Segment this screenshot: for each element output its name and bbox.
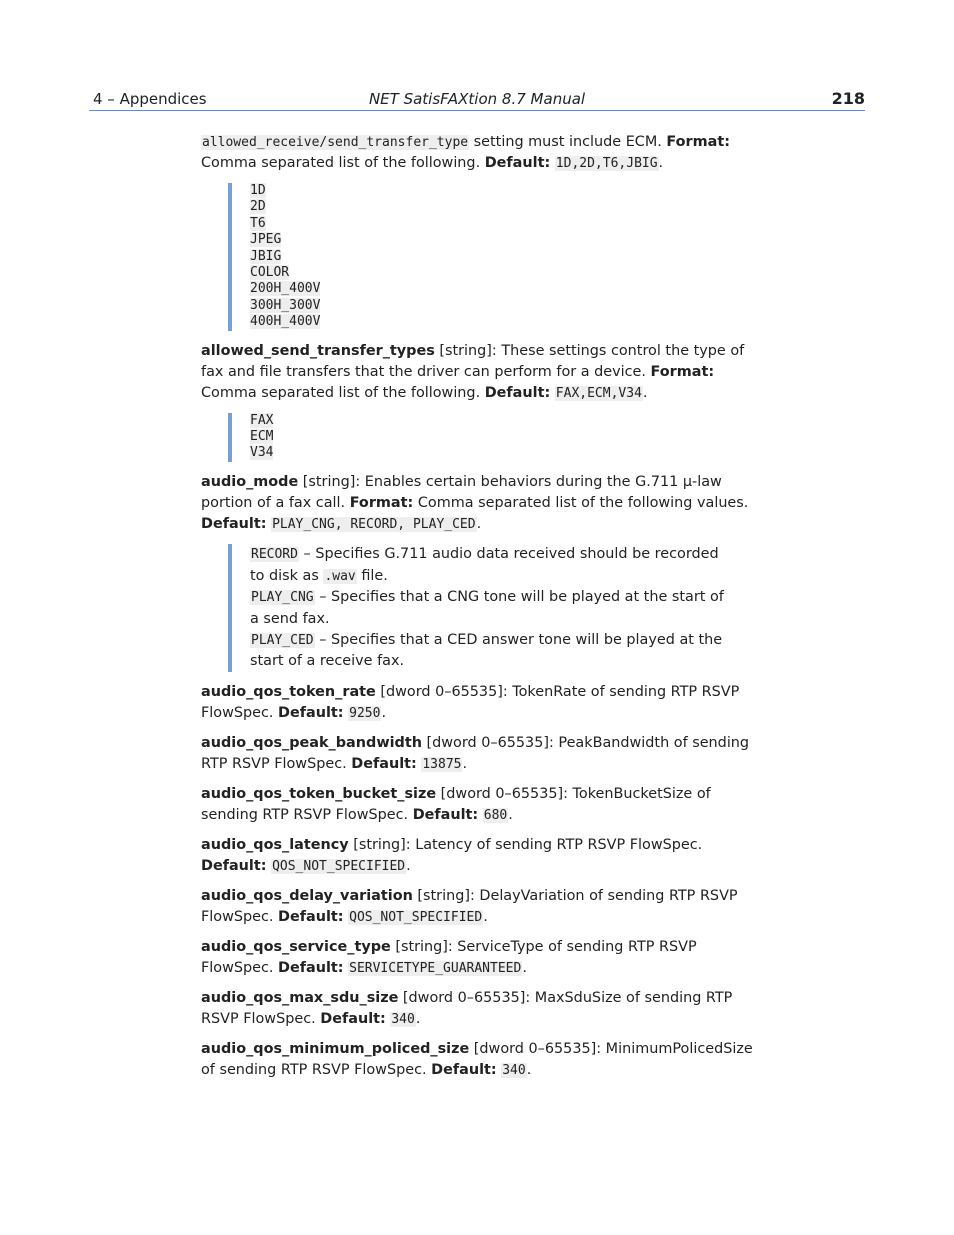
setting-name: audio_qos_latency (201, 837, 349, 854)
setting-name: audio_mode (201, 473, 299, 490)
default-value: 9250 (349, 706, 381, 722)
code-line: FAX (250, 412, 274, 428)
setting-allowed-send-transfer-types: allowed_send_transfer_types [string]: These settings control the type of fax and file transfers that the driver can perform for a device. Format: Comma separated list of the following. Default: FAX,ECM,V34. (201, 342, 745, 401)
setting-name: audio_qos_max_sdu_size (201, 990, 399, 1007)
setting-audio-qos-minimum-policed-size: audio_qos_minimum_policed_size [dword 0–65535]: MinimumPolicedSize of sending RTP RSVP FlowSpec. Default: 340. (201, 1041, 753, 1079)
default-value: 680 (483, 808, 508, 824)
code-line: 400H_400V (250, 314, 321, 330)
code-line: JPEG (250, 232, 282, 248)
setting-audio-mode: audio_mode [string]: Enables certain behaviors during the G.711 μ-law portion of a fax call. Format: Comma separated list of the following values. Default: PLAY_CNG, RECORD, PLAY_CED. (201, 473, 749, 532)
header-section: 4 – Appendices (93, 90, 207, 108)
code-line: COLOR (250, 265, 290, 281)
code-line: V34 (250, 445, 274, 461)
audio-mode-item: RECORD – Specifies G.711 audio data received should be recorded to disk as .wav file. (250, 545, 719, 584)
setting-audio-qos-service-type: audio_qos_service_type [string]: ServiceType of sending RTP RSVP FlowSpec. Default: SERVICETYPE_GUARANTEED. (201, 939, 697, 977)
transfer-types-code-block (228, 183, 757, 331)
default-value: 340 (391, 1012, 415, 1028)
page-content (201, 132, 757, 1090)
code-line: 200H_400V (250, 281, 321, 297)
setting-name: audio_qos_service_type (201, 939, 391, 956)
code-line: 1D (250, 183, 266, 198)
setting-audio-qos-latency: audio_qos_latency [string]: Latency of sending RTP RSVP FlowSpec. Default: QOS_NOT_SPECIFIED. (201, 837, 703, 875)
code-line: T6 (250, 215, 266, 231)
default-value: QOS_NOT_SPECIFIED (349, 910, 483, 926)
setting-name: audio_qos_token_bucket_size (201, 786, 437, 803)
default-value: FAX,ECM,V34 (555, 385, 642, 401)
default-value: 340 (502, 1063, 526, 1079)
header-title: NET SatisFAXtion 8.7 Manual (368, 90, 586, 108)
default-value: SERVICETYPE_GUARANTEED (349, 961, 522, 977)
code-line: 300H_300V (250, 297, 321, 313)
setting-audio-qos-token-bucket-size: audio_qos_token_bucket_size [dword 0–65535]: TokenBucketSize of sending RTP RSVP FlowSpec. Default: 680. (201, 786, 711, 824)
code-line: 2D (250, 199, 266, 215)
setting-audio-qos-delay-variation: audio_qos_delay_variation [string]: DelayVariation of sending RTP RSVP FlowSpec. Default: QOS_NOT_SPECIFIED. (201, 888, 738, 926)
default-value: 1D,2D,T6,JBIG (555, 156, 658, 171)
option-code: PLAY_CED (251, 632, 314, 648)
inline-code: .wav (324, 568, 356, 584)
audio-mode-values-block (228, 544, 757, 672)
send-types-code-block (228, 413, 757, 462)
setting-name: audio_qos_token_rate (201, 684, 376, 701)
setting-name: audio_qos_delay_variation (201, 888, 413, 905)
default-value: QOS_NOT_SPECIFIED (272, 859, 406, 875)
option-code: RECORD (251, 546, 298, 562)
inline-code: allowed_receive/send_transfer_type (202, 135, 469, 150)
code-line: ECM (250, 429, 274, 445)
setting-audio-qos-token-rate: audio_qos_token_rate [dword 0–65535]: TokenRate of sending RTP RSVP FlowSpec. Default: 9250. (201, 684, 740, 722)
setting-name: allowed_send_transfer_types (201, 342, 435, 359)
option-code: PLAY_CNG (251, 590, 314, 606)
setting-name: audio_qos_minimum_policed_size (201, 1041, 470, 1058)
intro-paragraph: allowed_receive/send_transfer_type setting must include ECM. Format: Comma separated list of the following. Default: 1D,2D,T6,JBIG. (201, 134, 730, 171)
audio-mode-item: PLAY_CNG – Specifies that a CNG tone will be played at the start of a send fax. (250, 589, 724, 627)
setting-audio-qos-max-sdu-size: audio_qos_max_sdu_size [dword 0–65535]: MaxSduSize of sending RTP RSVP FlowSpec. Default: 340. (201, 990, 733, 1028)
page-number: 218 (831, 89, 865, 108)
default-value: PLAY_CNG, RECORD, PLAY_CED (272, 516, 476, 532)
page-header (89, 88, 865, 111)
settings-list (201, 682, 757, 1081)
setting-audio-qos-peak-bandwidth: audio_qos_peak_bandwidth [dword 0–65535]: PeakBandwidth of sending RTP RSVP FlowSpec. Default: 13875. (201, 735, 750, 773)
default-value: 13875 (422, 757, 462, 773)
setting-name: audio_qos_peak_bandwidth (201, 735, 422, 752)
audio-mode-item: PLAY_CED – Specifies that a CED answer tone will be played at the start of a receive fax. (250, 631, 723, 670)
code-line: JBIG (250, 248, 282, 264)
